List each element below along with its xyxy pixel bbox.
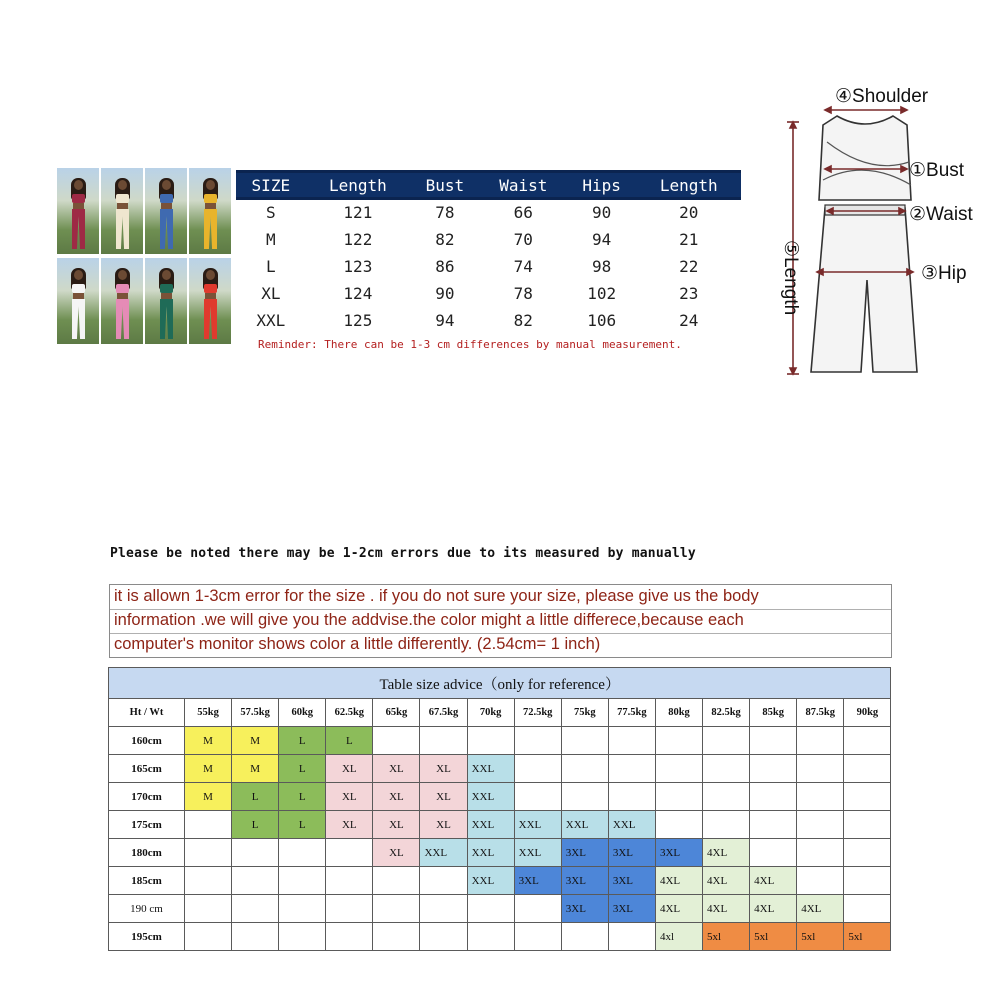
advice-cell: [326, 895, 373, 923]
advice-cell: 4XL: [655, 895, 702, 923]
advice-cell: XL: [326, 755, 373, 783]
advice-cell: [185, 923, 232, 951]
advice-cell: [373, 895, 420, 923]
advice-cell: [326, 867, 373, 895]
advice-cell: [844, 895, 891, 923]
advice-cell: XL: [326, 783, 373, 811]
size-cell: 78: [513, 283, 533, 303]
advice-cell: [844, 755, 891, 783]
advice-cell: [655, 755, 702, 783]
size-cell: 82: [513, 310, 533, 330]
weight-header: 82.5kg: [703, 699, 750, 727]
advice-cell: [420, 895, 467, 923]
advice-cell: [514, 895, 561, 923]
advice-cell: 4XL: [703, 895, 750, 923]
advice-cell: 3XL: [514, 867, 561, 895]
size-cell: 74: [513, 256, 533, 276]
thumbnail-blue-set: [145, 168, 187, 254]
size-cell: S: [266, 203, 276, 223]
size-chart-table: [236, 170, 741, 334]
advice-cell: [467, 895, 514, 923]
advice-cell: [844, 727, 891, 755]
advice-cell: [608, 783, 655, 811]
advice-cell: 5xl: [797, 923, 844, 951]
weight-header: 67.5kg: [420, 699, 467, 727]
weight-header: 87.5kg: [797, 699, 844, 727]
advice-cell: [844, 783, 891, 811]
size-cell: 122: [343, 229, 373, 249]
size-cell: 24: [679, 310, 699, 330]
size-row: [236, 280, 741, 307]
advice-cell: [797, 727, 844, 755]
size-cell: 90: [435, 283, 455, 303]
advice-cell: [185, 895, 232, 923]
advice-cell: 3XL: [561, 867, 608, 895]
advice-cell: XXL: [420, 839, 467, 867]
advice-cell: XXL: [514, 839, 561, 867]
advice-cell: [750, 811, 797, 839]
advice-cell: 4XL: [750, 895, 797, 923]
advice-cell: 5xl: [844, 923, 891, 951]
advice-cell: [844, 839, 891, 867]
advice-cell: [703, 811, 750, 839]
size-row: [236, 253, 741, 280]
shoulder-label: ④Shoulder: [835, 86, 929, 107]
advice-cell: XXL: [467, 867, 514, 895]
size-cell: 78: [435, 203, 455, 223]
size-cell: 121: [343, 203, 373, 223]
size-warning-box: [109, 584, 892, 658]
advice-cell: XXL: [467, 783, 514, 811]
advice-row: [109, 755, 891, 783]
warning-line: it is allown 1-3cm error for the size . if you do not sure your size, please give us the body: [114, 587, 759, 605]
warning-divider: [110, 633, 891, 634]
advice-cell: [703, 755, 750, 783]
advice-cell: [279, 839, 326, 867]
weight-header: 75kg: [561, 699, 608, 727]
weight-header: 77.5kg: [608, 699, 655, 727]
size-advice-table: [108, 667, 891, 951]
advice-cell: XL: [373, 783, 420, 811]
advice-cell: [326, 839, 373, 867]
size-cell: 102: [587, 283, 617, 303]
height-header: 170cm: [109, 783, 185, 811]
advice-cell: XXL: [467, 755, 514, 783]
length2-header: Length: [636, 172, 741, 199]
advice-cell: [467, 923, 514, 951]
warning-divider: [110, 609, 891, 610]
advice-cell: [420, 923, 467, 951]
size-cell: 98: [592, 256, 612, 276]
advice-cell: 4xl: [655, 923, 702, 951]
bust-label: ①Bust: [909, 160, 965, 181]
warning-line: information .we will give you the addvise.the color might a little differece,because each: [114, 611, 744, 629]
length-label: ⑤Length: [780, 240, 801, 316]
advice-cell: [608, 923, 655, 951]
bust-header: Bust: [410, 172, 480, 199]
advice-cell: 4XL: [750, 867, 797, 895]
advice-table-title: Table size advice（only for reference）: [109, 668, 891, 699]
waist-label: ②Waist: [909, 204, 973, 225]
weight-header: 70kg: [467, 699, 514, 727]
advice-cell: [561, 727, 608, 755]
size-cell: M: [266, 229, 276, 249]
advice-cell: [373, 867, 420, 895]
size-cell: 82: [435, 229, 455, 249]
size-row: [236, 307, 741, 334]
advice-cell: [279, 895, 326, 923]
hip-label: ③Hip: [921, 263, 967, 284]
advice-cell: 5xl: [703, 923, 750, 951]
advice-cell: [232, 867, 279, 895]
size-cell: 23: [679, 283, 699, 303]
advice-cell: [232, 839, 279, 867]
advice-cell: [185, 867, 232, 895]
advice-cell: 5xl: [750, 923, 797, 951]
advice-row: [109, 783, 891, 811]
advice-cell: 3XL: [608, 839, 655, 867]
advice-cell: L: [232, 811, 279, 839]
size-cell: 66: [513, 203, 533, 223]
advice-row: [109, 811, 891, 839]
thumbnail-yellow-set: [189, 168, 231, 254]
height-header: 185cm: [109, 867, 185, 895]
advice-cell: [655, 783, 702, 811]
height-header: 175cm: [109, 811, 185, 839]
advice-cell: L: [279, 727, 326, 755]
advice-cell: XL: [373, 811, 420, 839]
length-header: Length: [306, 172, 410, 199]
advice-cell: XL: [373, 839, 420, 867]
hips-header: Hips: [567, 172, 637, 199]
height-header: 195cm: [109, 923, 185, 951]
advice-cell: [608, 727, 655, 755]
advice-cell: 3XL: [561, 895, 608, 923]
advice-cell: [797, 755, 844, 783]
advice-cell: [373, 727, 420, 755]
advice-cell: [514, 755, 561, 783]
size-cell: 86: [435, 256, 455, 276]
advice-cell: [655, 811, 702, 839]
advice-cell: [514, 923, 561, 951]
advice-cell: XL: [326, 811, 373, 839]
garment-pants-outline: [811, 208, 917, 372]
size-cell: 94: [435, 310, 455, 330]
advice-cell: [279, 923, 326, 951]
height-header: 165cm: [109, 755, 185, 783]
product-thumbnails: [57, 168, 231, 344]
advice-cell: [797, 867, 844, 895]
thumbnail-burgundy-set: [57, 168, 99, 254]
weight-header: 65kg: [373, 699, 420, 727]
height-header: 160cm: [109, 727, 185, 755]
advice-cell: [467, 727, 514, 755]
advice-cell: [279, 867, 326, 895]
thumbnail-green-set: [145, 258, 187, 344]
advice-cell: XXL: [514, 811, 561, 839]
waist-header: Waist: [480, 172, 567, 199]
size-cell: 90: [592, 203, 612, 223]
thumbnail-cream-set: [101, 168, 143, 254]
weight-header: 72.5kg: [514, 699, 561, 727]
advice-cell: 3XL: [655, 839, 702, 867]
advice-row: [109, 923, 891, 951]
advice-cell: [561, 783, 608, 811]
weight-header: 80kg: [655, 699, 702, 727]
advice-cell: M: [232, 727, 279, 755]
size-cell: L: [266, 256, 276, 276]
advice-row: [109, 839, 891, 867]
weight-header: 57.5kg: [232, 699, 279, 727]
advice-cell: 3XL: [561, 839, 608, 867]
measurement-diagram: [775, 80, 990, 380]
advice-cell: XXL: [608, 811, 655, 839]
size-cell: 70: [513, 229, 533, 249]
advice-cell: [561, 923, 608, 951]
advice-cell: XXL: [467, 811, 514, 839]
advice-cell: [797, 811, 844, 839]
advice-cell: [703, 727, 750, 755]
advice-cell: L: [279, 811, 326, 839]
advice-cell: [514, 783, 561, 811]
weight-header: 60kg: [279, 699, 326, 727]
advice-cell: [750, 755, 797, 783]
advice-cell: XL: [373, 755, 420, 783]
thumbnail-red-set: [189, 258, 231, 344]
weight-header: 85kg: [750, 699, 797, 727]
advice-cell: [185, 839, 232, 867]
advice-cell: [561, 755, 608, 783]
height-header: 190 cm: [109, 895, 185, 923]
advice-cell: [232, 923, 279, 951]
corner-header: Ht / Wt: [109, 699, 185, 727]
size-row: [236, 226, 741, 253]
advice-cell: [420, 727, 467, 755]
size-cell: 106: [587, 310, 617, 330]
size-cell: XL: [261, 283, 281, 303]
size-cell: 20: [679, 203, 699, 223]
advice-cell: [373, 923, 420, 951]
advice-cell: M: [185, 783, 232, 811]
advice-cell: [655, 727, 702, 755]
advice-row: [109, 727, 891, 755]
size-cell: 123: [343, 256, 373, 276]
advice-cell: [608, 755, 655, 783]
advice-cell: 3XL: [608, 867, 655, 895]
measurement-note: Please be noted there may be 1-2cm errors due to its measured by manually: [110, 546, 696, 561]
advice-cell: XXL: [467, 839, 514, 867]
advice-row: [109, 895, 891, 923]
thumbnail-pink-set: [101, 258, 143, 344]
size-cell: 124: [343, 283, 373, 303]
advice-cell: 3XL: [608, 895, 655, 923]
weight-header: 55kg: [185, 699, 232, 727]
advice-cell: M: [232, 755, 279, 783]
advice-cell: XL: [420, 755, 467, 783]
advice-cell: L: [279, 783, 326, 811]
advice-cell: M: [185, 755, 232, 783]
size-cell: 94: [592, 229, 612, 249]
size-cell: 125: [343, 310, 373, 330]
advice-cell: [420, 867, 467, 895]
advice-cell: 4XL: [797, 895, 844, 923]
advice-cell: XXL: [561, 811, 608, 839]
advice-cell: XL: [420, 811, 467, 839]
garment-top-outline: [819, 116, 911, 200]
height-header: 180cm: [109, 839, 185, 867]
advice-cell: XL: [420, 783, 467, 811]
advice-cell: 4XL: [655, 867, 702, 895]
garment-waistband: [825, 205, 905, 215]
advice-cell: L: [232, 783, 279, 811]
weight-header: 90kg: [844, 699, 891, 727]
size-row: [236, 199, 741, 226]
advice-cell: [750, 727, 797, 755]
size-chart-header-row: [236, 172, 741, 199]
weight-header: 62.5kg: [326, 699, 373, 727]
advice-cell: 4XL: [703, 867, 750, 895]
advice-row: [109, 867, 891, 895]
size-cell: 22: [679, 256, 699, 276]
measurement-reminder: Reminder: There can be 1-3 cm differences by manual measurement.: [258, 338, 682, 351]
advice-cell: L: [326, 727, 373, 755]
advice-cell: [844, 867, 891, 895]
advice-cell: [797, 783, 844, 811]
size-header: SIZE: [236, 172, 306, 199]
warning-line: computer's monitor shows color a little differently. (2.54cm= 1 inch): [114, 635, 601, 653]
advice-cell: [326, 923, 373, 951]
advice-cell: [232, 895, 279, 923]
advice-cell: 4XL: [703, 839, 750, 867]
advice-cell: M: [185, 727, 232, 755]
advice-cell: [750, 839, 797, 867]
advice-cell: [797, 839, 844, 867]
thumbnail-white-set: [57, 258, 99, 344]
advice-cell: [703, 783, 750, 811]
advice-cell: L: [279, 755, 326, 783]
size-cell: 21: [679, 229, 699, 249]
size-cell: XXL: [256, 310, 286, 330]
advice-cell: [185, 811, 232, 839]
advice-cell: [844, 811, 891, 839]
advice-cell: [750, 783, 797, 811]
advice-cell: [514, 727, 561, 755]
